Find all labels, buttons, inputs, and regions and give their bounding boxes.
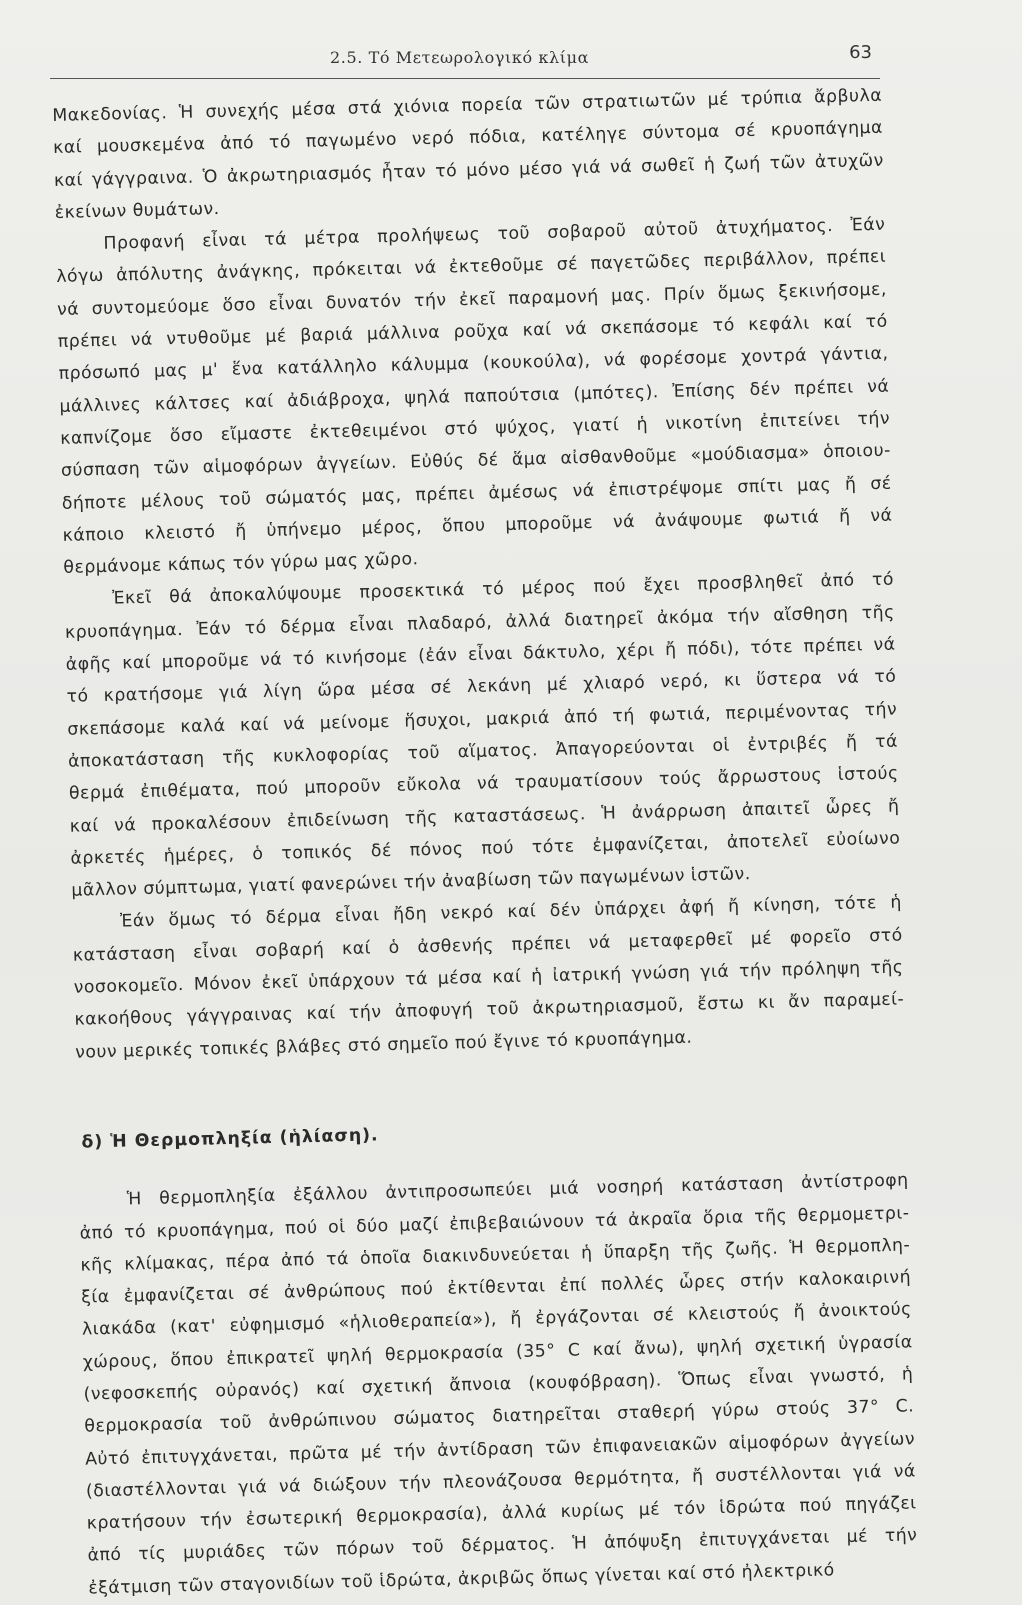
text-line: καί νά προκαλέσουν ἐπιδείνωση τῆς καταστάσεως. Ἡ ἀνάρρωση ἀπαιτεῖ ὧρες ἤ (69, 796, 900, 837)
text-line: ἐκείνων θυμάτων. (54, 198, 220, 223)
text-line: Προφανή εἶναι τά μέτρα προλήψεως τοῦ σοβαροῦ αὐτοῦ ἀτυχήματος. Ἐάν (103, 214, 886, 254)
text-line: ἀπό τό κρυοπάγημα, πού οἱ δύο μαζί ἐπιβεβαιώνουν τά ἀκραῖα ὅρια τῆς θερμομετρι- (79, 1202, 910, 1244)
page-number: 63 (849, 42, 872, 63)
text-line: τό κρατήσομε γιά λίγη ὥρα μέσα σέ λεκάνη μέ χλιαρό νερό, κι ὕστερα νά τό (66, 666, 897, 708)
paragraph (79, 1165, 919, 1605)
text-line: θερμά ἐπιθέματα, πού μποροῦν εὔκολα νά τραυματίσουν τούς ἄρρωστους ἱστούς (68, 763, 899, 805)
text-line: νά συντομεύομε ὅσο εἶναι δυνατόν τήν ἐκεῖ παραμονή μας. Πρίν ὅμως ξεκινήσομε, (56, 279, 888, 320)
text-line: (νεφοσκεπής οὐρανός) καί σχετική ἄπνοια (κουφόβραση). Ὅπως εἶναι γνωστό, ἡ (83, 1364, 914, 1405)
text-line: σύσπαση τῶν αἱμοφόρων ἀγγείων. Εὐθύς δέ ἅμα αἰσθανθοῦμε «μούδιασμα» ὁποιου- (60, 440, 892, 482)
paragraph (52, 80, 885, 229)
paragraph (64, 564, 902, 907)
text-line: ξία ἐμφανίζεται σέ ἀνθρώπους πού ἐκτίθενται ἐπί πολλές ὧρες στήν καλοκαιρινή (81, 1267, 912, 1308)
page-header (50, 34, 880, 82)
text-line: Ἐκεῖ θά ἀποκαλύψουμε προσεκτικά τό μέρος πού ἔχει προσβληθεῖ ἀπό τό (111, 570, 895, 610)
text-line: καί μουσκεμένα ἀπό τό παγωμένο νερό πόδια, κατέληγε σύντομα σέ κρυοπάγημα (52, 118, 884, 159)
text-line: Ἐάν ὅμως τό δέρμα εἶναι ἤδη νεκρό καί δέν ὑπάρχει ἀφή ἤ κίνηση, τότε ἡ (119, 892, 903, 933)
text-line: καπνίζομε ὅσο εἴμαστε ἐκτεθειμένοι στό ψύχος, γιατί ἡ νικοτίνη ἐπιτείνει τήν (60, 408, 891, 449)
text-line: μᾶλλον σύμπτωμα, γιατί φανερώνει τήν ἀναβίωση τῶν παγωμένων ἱστῶν. (71, 864, 751, 901)
text-line: μάλλινες κάλτσες καί ἀδιάβροχα, ψηλά παπούτσια (μπότες). Ἐπίσης δέν πρέπει νά (59, 376, 890, 417)
body-text (52, 80, 919, 1605)
text-line: Ἡ θερμοπληξία ἐξάλλου ἀντιπροσωπεύει μιά νοσηρή κατάσταση ἀντίστροφη (126, 1170, 909, 1210)
body-part-b (79, 1165, 919, 1605)
text-line: ἀπό τίς μυριάδες τῶν πόρων τοῦ δέρματος. Ἡ ἀπόψυξη ἐπιτυγχάνεται μέ τήν (87, 1525, 918, 1567)
paragraph (55, 209, 893, 584)
text-line: ἀποκατάσταση τῆς κυκλοφορίας τοῦ αἵματος. Ἀπαγορεύονται οἱ ἐντριβές ἤ τά (67, 731, 899, 772)
text-line: Αὐτό ἐπιτυγχάνεται, πρῶτα μέ τήν ἀντίδραση τῶν ἐπιφανειακῶν αἱμοφόρων ἀγγείων (84, 1428, 916, 1470)
text-line: κῆς κλίμακας, πέρα ἀπό τά ὁποῖα διακινδυνεύεται ἡ ὕπαρξη τῆς ζωῆς. Ἡ θερμοπλη- (80, 1235, 911, 1276)
text-line: κακοήθους γάγγραινας καί τήν ἀποφυγή τοῦ ἀκρωτηριασμοῦ, ἔστω κι ἄν παραμεί- (74, 989, 905, 1031)
text-line: σκεπάσομε καλά καί νά μείνομε ἥσυχοι, μακριά ἀπό τή φωτιά, περιμένοντας τήν (67, 699, 898, 740)
text-line: κατάσταση εἶναι σοβαρή καί ὁ ἀσθενής πρέπει νά μεταφερθεῖ μέ φορεῖο στό (72, 925, 903, 966)
text-line: θερμοκρασία τοῦ ἀνθρώπινου σώματος διατηρεῖται σταθερή γύρω στούς 37° C. (84, 1396, 915, 1437)
text-line: νοσοκομεῖο. Μόνον ἐκεῖ ὑπάρχουν τά μέσα καί ἡ ἰατρική γνώση γιά τήν πρόληψη τῆς (73, 957, 904, 998)
text-line: νουν μερικές τοπικές βλάβες στό σημεῖο πού ἔγινε τό κρυοπάγημα. (75, 1027, 693, 1063)
text-line: λιακάδα (κατ' εὐφημισμό «ἡλιοθεραπεία»), ἤ ἐργάζονται σέ κλειστούς ἤ ἀνοικτούς (81, 1299, 913, 1341)
text-line: ἀρκετές ἡμέρες, ὁ τοπικός δέ πόνος πού τότε ἐμφανίζεται, ἀποτελεῖ εὐοίωνο (70, 828, 901, 869)
text-line: πρόσωπό μας μ' ἕνα κατάλληλο κάλυμμα (κουκούλα), νά φορέσομε χοντρά γάντια, (58, 344, 889, 385)
text-line: ἐξάτμιση τῶν σταγονιδίων τοῦ ἱδρώτα, ἀκριβῶς ὅπως γίνεται καί στό ἠλεκτρικό (88, 1560, 835, 1599)
text-line: λόγω ἀπόλυτης ἀνάγκης, πρόκειται νά ἐκτεθοῦμε σέ παγετῶδες περιβάλλον, πρέπει (56, 247, 887, 288)
text-line: κρατήσουν τήν ἐσωτερική θερμοκρασία), ἀλλά κυρίως μέ τόν ἱδρώτα πού πηγάζει (86, 1493, 917, 1534)
text-line: ἀφῆς καί μποροῦμε νά τό κινήσομε (ἐάν εἶναι δάκτυλο, χέρι ἤ πόδι), τότε πρέπει νά (65, 634, 896, 675)
text-line: θερμάνομε κάπως τόν γύρω μας χῶρο. (63, 549, 419, 579)
text-line: κάποιο κλειστό ἤ ὑπήνεμο μέρος, ὅπου μποροῦμε νά ἀνάψουμε φωτιά ἤ νά (62, 505, 893, 546)
text-line: πρέπει νά ντυθοῦμε μέ βαριά μάλλινα ροῦχα καί νά σκεπάσομε τό κεφάλι καί τό (57, 311, 888, 353)
section-heading: δ) Ἡ Θερμοπληξία (ἡλίαση). (81, 1125, 379, 1153)
text-line: Μακεδονίας. Ἡ συνεχής μέσα στά χιόνια πορεία τῶν στρατιωτῶν μέ τρύπια ἄρβυλα (52, 85, 883, 126)
text-line: κρυοπάγημα. Ἐάν τό δέρμα εἶναι πλαδαρό, ἀλλά διατηρεῖ ἀκόμα τήν αἴσθηση τῆς (64, 602, 896, 643)
body-part-a (52, 80, 905, 1069)
running-title: 2.5. Τό Μετεωρολογικό κλίμα (330, 48, 590, 67)
text-line: χώρους, ὅπου ἐπικρατεῖ ψηλή θερμοκρασία (35° C καί ἄνω), ψηλή σχετική ὑγρασία (82, 1332, 913, 1373)
text-line: (διαστέλλονται γιά νά διώξουν τήν πλεονάζουσα θερμότητα, ἤ συστέλλονται γιά νά (85, 1461, 917, 1502)
text-line: καί γάγγραινα. Ὁ ἀκρωτηριασμός ἦταν τό μόνο μέσο γιά νά σωθεῖ ἡ ζωή τῶν ἀτυχῶν (53, 150, 884, 191)
header-rule (50, 78, 880, 79)
text-line: δήποτε μέλους τοῦ σώματός μας, πρέπει ἀμέσως νά ἐπιστρέψομε σπίτι μας ἤ σέ (61, 473, 892, 514)
paragraph (72, 887, 906, 1069)
